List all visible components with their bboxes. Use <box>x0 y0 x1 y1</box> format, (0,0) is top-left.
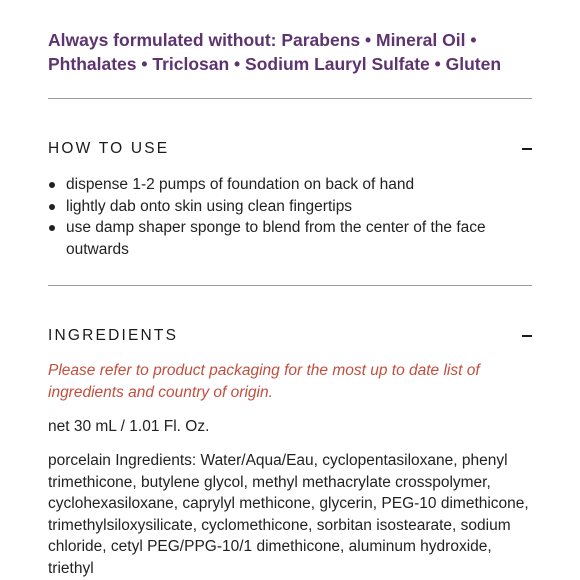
list-item <box>48 174 532 196</box>
section-divider <box>48 98 532 99</box>
ingredients-header[interactable] <box>48 326 532 346</box>
bullet-icon <box>49 204 55 210</box>
minus-icon <box>522 335 532 338</box>
minus-icon <box>522 148 532 151</box>
ingredients-title: INGREDIENTS <box>48 327 179 344</box>
bullet-icon <box>49 182 55 188</box>
how-to-use-steps <box>48 174 532 260</box>
step-text: dispense 1-2 pumps of foundation on back of hand <box>66 176 415 193</box>
product-details <box>48 0 532 579</box>
how-to-use-title: HOW TO USE <box>48 140 170 157</box>
formulated-without-text: Always formulated without: Parabens • Mineral Oil • Phthalates • Triclosan • Sodium Lauryl Sulfate • Gluten <box>48 30 502 74</box>
step-text: lightly dab onto skin using clean fingertips <box>66 197 353 215</box>
net-volume: net 30 mL / 1.01 Fl. Oz. <box>48 418 210 435</box>
section-divider <box>48 285 532 286</box>
how-to-use-collapse-button[interactable] <box>518 139 532 159</box>
ingredients-notice: Please refer to product packaging for the most up to date list of ingredients and country of origin. <box>48 362 480 401</box>
ingredients-list: porcelain Ingredients: Water/Aqua/Eau, cyclopentasiloxane, phenyl trimethicone, butylene glycol, methyl methacrylate crosspolymer, cyclohexasiloxane, caprylyl methicone, glycerin, PEG-10 dimethicone, trimethylsiloxysilicate, cyclomethicone, sorbitan isostearate, sodium chloride, cetyl PEG/PPG-10/1 dimethicone, aluminum hydroxide, triethyl <box>48 452 529 577</box>
list-item <box>48 196 532 218</box>
list-item <box>48 217 532 260</box>
how-to-use-header[interactable] <box>48 139 532 159</box>
step-text: use damp shaper sponge to blend from the center of the face outwards <box>66 219 486 258</box>
ingredients-collapse-button[interactable] <box>518 326 532 346</box>
bullet-icon <box>49 225 55 231</box>
